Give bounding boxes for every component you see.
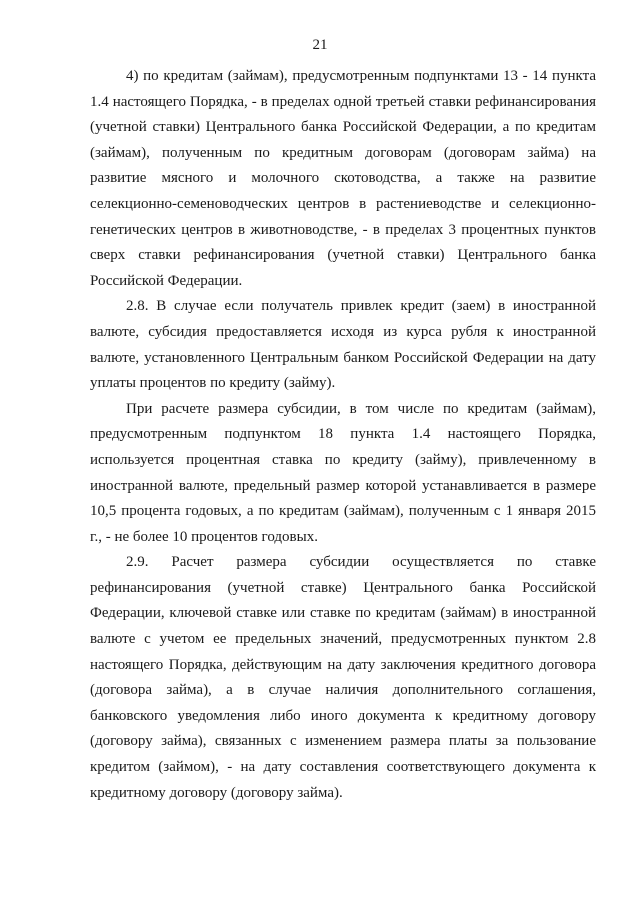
- paragraph-clause-2-8: 2.8. В случае если получатель привлек кредит (заем) в иностранной валюте, субсидия предоставляется исходя из курса рубля к иностранной валюте, установленного Центральным банком Российской Федерации на дату уплаты процентов по кредиту (займу).: [90, 298, 596, 392]
- paragraph-subsidy-calculation: При расчете размера субсидии, в том числе по кредитам (займам), предусмотренным подпунктом 18 пункта 1.4 настоящего Порядка, используется процентная ставка по кредиту (займу), привлеченному в иностранной валюте, предельный размер которой устанавливается в размере 10,5 процента годовых, а по кредитам (займам), полученным с 1 января 2015 г., - не более 10 процентов годовых.: [90, 400, 596, 545]
- paragraph-clause-4: 4) по кредитам (займам), предусмотренным подпунктами 13 - 14 пункта 1.4 настоящего Порядка, - в пределах одной третьей ставки рефинансирования (учетной ставки) Центрального банка Российской Федерации, а по кредитам (займам), полученным по кредитным договорам (договорам займа) на развитие мясного и молочного скотоводства, а также на развитие селекционно-семеноводческих центров в растениеводстве и селекционно-генетических центров в животноводстве, - в пределах 3 процентных пунктов сверх ставки рефинансирования (учетной ставки) Центрального банка Российской Федерации.: [90, 68, 596, 289]
- paragraph-clause-2-9: 2.9. Расчет размера субсидии осуществляется по ставке рефинансирования (учетной ставке) Центрального банка Российской Федерации, ключевой ставке или ставке по кредитам (займам) в иностранной валюте с учетом ее предельных значений, предусмотренных пунктом 2.8 настоящего Порядка, действующим на дату заключения кредитного договора (договора займа), а в случае наличия дополнительного соглашения, банковского уведомления либо иного документа к кредитному договору (договору займа), связанных с изменением размера платы за пользование кредитом (займом), - на дату составления соответствующего документа к кредитному договору (договору займа).: [90, 554, 596, 801]
- page-number: 21: [312, 37, 328, 53]
- document-body: [90, 64, 596, 806]
